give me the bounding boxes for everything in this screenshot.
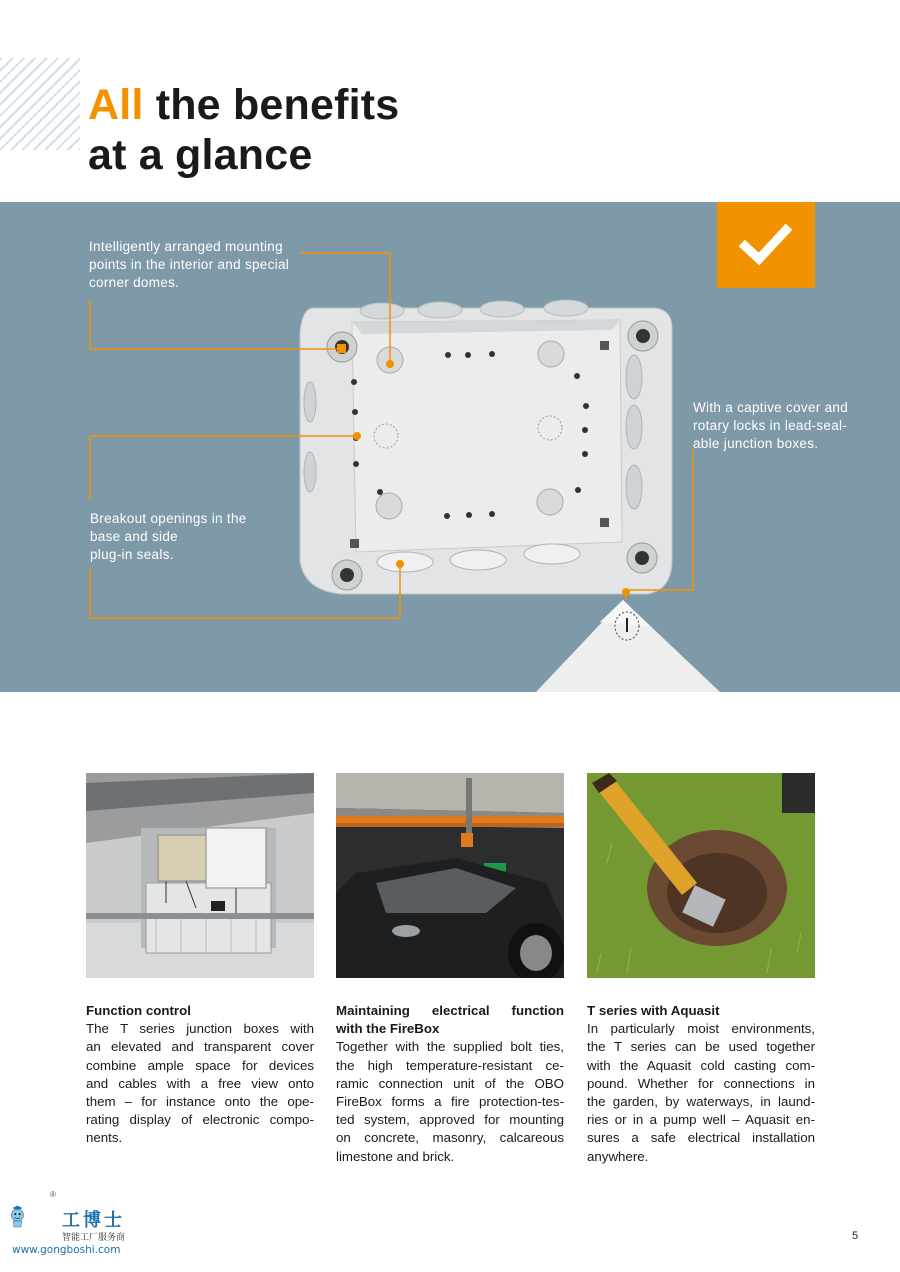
feature-function-control: Function control The T series junction boxes with an elevated and transparent cover combine ample space for devices and cables with a free view onto them – for instance onto the ope- rating display of electronic compo- nents. [86, 1003, 314, 1146]
feature-title: Maintaining electrical function with the FireBox [336, 1003, 564, 1037]
headline-line1: the benefits [143, 81, 400, 129]
callout-breakout-openings: Breakout openings in the base and side plug-in seals. [90, 511, 247, 562]
hero-panel [0, 202, 900, 692]
checkmark-badge [717, 202, 815, 288]
firebox-garage-photo [336, 773, 564, 978]
feature-firebox: Maintaining electrical function with the FireBox Together with the supplied bolt ties, the high temperature-resistant ce- ramic connection unit of the OBO FireBox forms a fire protection-tes- ted system, approved for mounting on concrete, masonry, calcareous limestone and brick. [336, 1003, 564, 1164]
callout-mounting-points: Intelligently arranged mounting points in the interior and special corner domes. [89, 239, 290, 290]
function-control-photo [86, 773, 314, 978]
junction-box-body [300, 300, 672, 594]
watermark-brand-name: 工博士 [62, 1210, 125, 1231]
feature-title: Function control [86, 1003, 191, 1018]
checkmark-icon [717, 202, 815, 288]
registered-mark: ® [50, 1190, 56, 1199]
aquasit-garden-photo [587, 773, 815, 978]
junction-box-cover [536, 600, 720, 692]
watermark-tagline: 智能工厂服务商 [62, 1233, 126, 1243]
headline-accent-word: All [88, 81, 144, 129]
decorative-hatch-pattern [0, 58, 80, 150]
feature-title: T series with Aquasit [587, 1003, 720, 1018]
gongboshi-mascot-logo [8, 1190, 68, 1246]
callout-captive-cover: With a captive cover and rotary locks in lead-seal- able junction boxes. [693, 400, 849, 451]
watermark-url: www.gongboshi.com [12, 1244, 121, 1256]
page-headline [88, 80, 399, 180]
headline-line2: at a glance [88, 131, 313, 179]
page-number: 5 [852, 1230, 859, 1242]
feature-aquasit: T series with Aquasit In particularly moist environments, the T series can be used together with the Aquasit cold casting com- pound. Whether for connections in the garden, by waterways, in laund- ries or in a pump well – Aquasit en- sures a safe electrical installation anywhere. [587, 1003, 815, 1164]
